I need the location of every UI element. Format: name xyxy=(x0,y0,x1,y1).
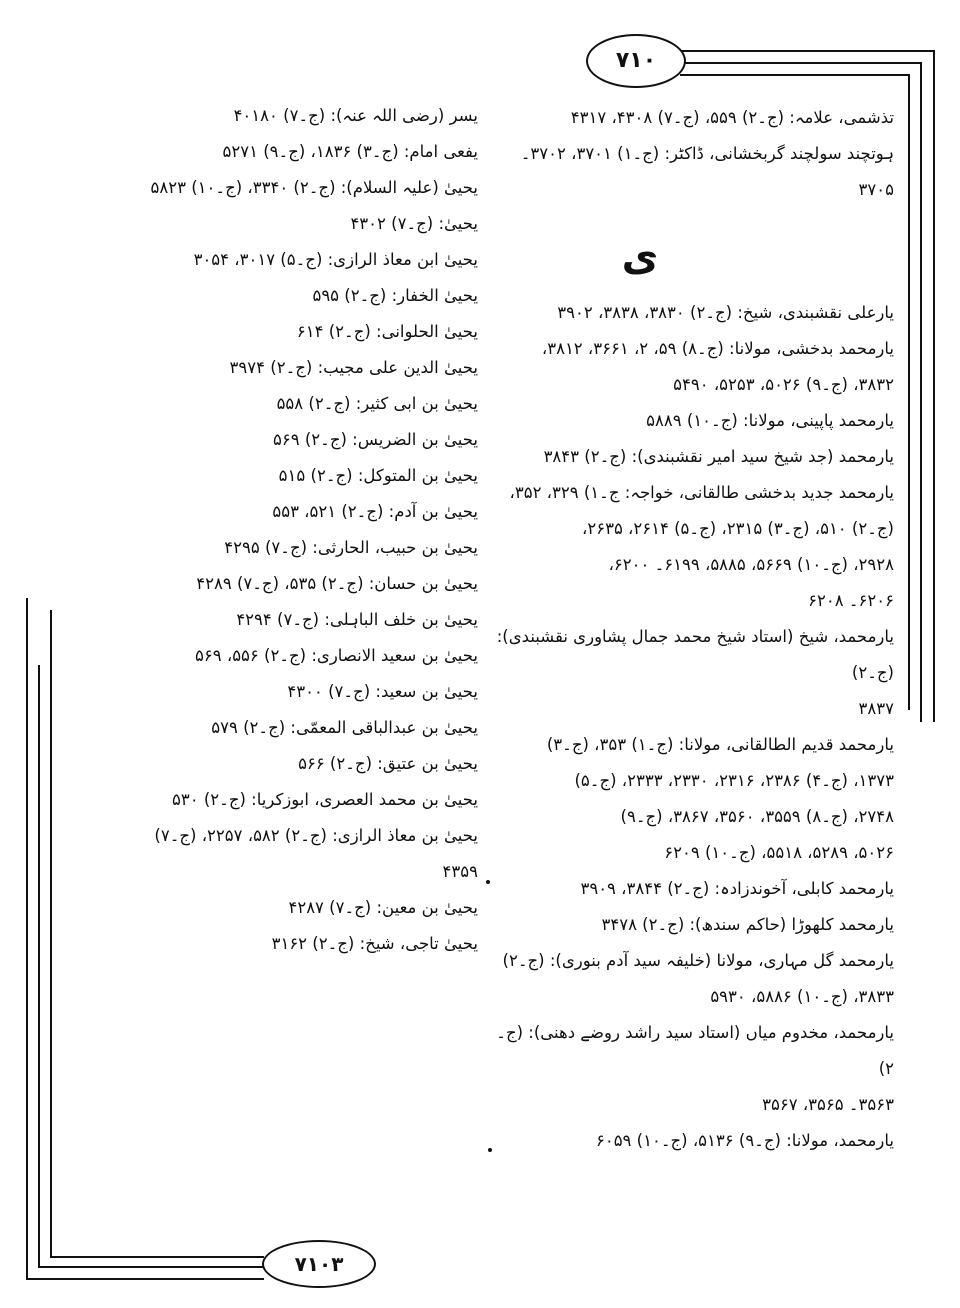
bottom-page-number-oval xyxy=(262,1240,376,1288)
top-page-number: ۷۱۰ xyxy=(615,48,657,73)
list-item: یارمحمد (جد شیخ سید امیر نقشبندی): (ج۔۲) ۳۸۴۳ xyxy=(543,447,894,466)
list-item: یارمحمد کلھوڑا (حاکم سندھ): (ج۔۲) ۳۴۷۸ xyxy=(601,915,894,934)
list-item: یحییٰ الخفار: (ج۔۲) ۵۹۵ xyxy=(312,286,478,305)
list-item: یسر (رضی اللہ عنہ): (ج۔۷) ۴۰۱۸۰ xyxy=(233,106,478,125)
frame-right-line-outer xyxy=(933,50,935,722)
list-item: یحییٰ (علیہ السلام): (ج۔۲) ۳۳۴۰، (ج۔۱۰) ۵۸۲۳ xyxy=(150,178,478,197)
list-item: ۶۲۰۶۔ ۶۲۰۸ xyxy=(808,591,894,610)
frame-left-line-inner xyxy=(38,665,40,1268)
list-item: یحییٰ بن ابی کثیر: (ج۔۲) ۵۵۸ xyxy=(276,394,478,413)
list-item: ۳۸۳۷ xyxy=(858,699,894,718)
list-item: یارمحمد کابلی، آخوندزادہ: (ج۔۲) ۳۸۴۴، ۳۹۰۹ xyxy=(580,879,894,898)
list-item: یحییٰ بن خلف الباہلی: (ج۔۷) ۴۲۹۴ xyxy=(236,610,478,629)
right-column-entries xyxy=(494,295,894,1159)
list-item: ۴۳۵۹ xyxy=(442,862,478,881)
frame-bottom-line-third xyxy=(50,1256,264,1258)
frame-top-line-inner xyxy=(680,62,922,64)
list-item: یحییٰ الدین علی مجیب: (ج۔۲) ۳۹۷۴ xyxy=(229,358,478,377)
list-item: یارمحمد، مولانا: (ج۔۹) ۵۱۳۶، (ج۔۱۰) ۶۰۵۹ xyxy=(595,1131,894,1150)
list-item: ۵۰۲۶، ۵۲۸۹، ۵۵۱۸، (ج۔۱۰) ۶۲۰۹ xyxy=(664,843,894,862)
list-item: یحییٰ بن عتیق: (ج۔۲) ۵۶۶ xyxy=(298,754,478,773)
frame-top-line-outer xyxy=(680,50,935,52)
right-column xyxy=(494,100,894,208)
list-item: یحییٰ بن سعید: (ج۔۷) ۴۳۰۰ xyxy=(287,682,478,701)
list-item: ۳۸۳۲، (ج۔۹) ۵۰۲۶، ۵۲۵۳، ۵۴۹۰ xyxy=(673,375,894,394)
list-item: یحییٰ ابن معاذ الرازی: (ج۔۵) ۳۰۱۷، ۳۰۵۴ xyxy=(193,250,478,269)
frame-top-line-third xyxy=(680,74,910,76)
bottom-page-number: ۷۱۰۳ xyxy=(294,1252,344,1276)
list-item: ۳۵۶۳۔ ۳۵۶۵، ۳۵۶۷ xyxy=(762,1095,894,1114)
frame-bottom-line-inner xyxy=(38,1266,264,1268)
list-item: یارمحمد قدیم الطالقانی، مولانا: (ج۔۱) ۳۵۳، (ج۔۳) xyxy=(546,735,894,754)
list-item: یارمحمد گل مہاری، مولانا (خلیفہ سید آدم بنوری): (ج۔۲) xyxy=(502,951,894,970)
list-item: ۲۷۴۸، (ج۔۸) ۳۵۵۹، ۳۵۶۰، ۳۸۶۷، (ج۔۹) xyxy=(620,807,894,826)
frame-left-line-third xyxy=(50,610,52,1258)
list-item: تذشمی، علامہ: (ج۔۲) ۵۵۹، (ج۔۷) ۴۳۰۸، ۴۳۱۷ xyxy=(570,108,894,127)
section-letter: ی xyxy=(621,234,659,280)
section-letter-heading xyxy=(600,232,680,282)
list-item: یحییٰ بن آدم: (ج۔۲) ۵۲۱، ۵۵۳ xyxy=(272,502,478,521)
frame-right-line-inner xyxy=(920,62,922,722)
list-item: یحییٰ بن معین: (ج۔۷) ۴۲۸۷ xyxy=(288,898,478,917)
list-item: ۳۸۳۳، (ج۔۱۰) ۵۸۸۶، ۵۹۳۰ xyxy=(710,987,894,1006)
list-item: یارمحمد جدید بدخشی طالقانی، خواجہ: ج۔۱) ۳۲۹، ۳۵۲، xyxy=(509,483,894,502)
list-item: ہوتچند سولچند گربخشانی، ڈاکٹر: (ج۔۱) ۳۷۰۱، ۳۷۰۲۔ xyxy=(520,144,894,163)
list-item: یارمحمد پاپینی، مولانا: (ج۔۱۰) ۵۸۸۹ xyxy=(646,411,894,430)
list-item: یحییٰ بن الضریس: (ج۔۲) ۵۶۹ xyxy=(273,430,478,449)
list-item: یحییٰ بن عبدالباقی المعمّی: (ج۔۲) ۵۷۹ xyxy=(211,718,478,737)
list-item: ۳۷۰۵ xyxy=(858,180,894,199)
list-item: یحییٰ بن محمد العصری، ابوزکریا: (ج۔۲) ۵۳۰ xyxy=(172,790,478,809)
frame-right-line-third xyxy=(908,74,910,710)
list-item: یحییٰ بن سعید الانصاری: (ج۔۲) ۵۵۶، ۵۶۹ xyxy=(195,646,478,665)
list-item: یارمحمد، مخدوم میاں (استاد سید راشد روضے دھنی): (ج۔۲) xyxy=(496,1023,894,1078)
list-item: یحییٰ الحلوانی: (ج۔۲) ۶۱۴ xyxy=(296,322,478,341)
list-item: (ج۔۲) ۵۱۰، (ج۔۳) ۲۳۱۵، (ج۔۵) ۲۶۱۴، ۲۶۳۵، xyxy=(582,519,894,538)
top-page-number-oval xyxy=(586,34,686,88)
list-item: یفعی امام: (ج۔۳) ۱۸۳۶، (ج۔۹) ۵۲۷۱ xyxy=(222,142,478,161)
scan-speck xyxy=(486,880,490,884)
list-item: یحییٰ: (ج۔۷) ۴۳۰۲ xyxy=(350,214,478,233)
list-item: یارعلی نقشبندی، شیخ: (ج۔۲) ۳۸۳۰، ۳۸۳۸، ۳۹۰۲ xyxy=(557,303,894,322)
list-item: یحییٰ بن حبیب، الحارثی: (ج۔۷) ۴۲۹۵ xyxy=(224,538,478,557)
frame-left-line-outer xyxy=(26,598,28,1280)
list-item: یحییٰ تاجی، شیخ: (ج۔۲) ۳۱۶۲ xyxy=(271,934,478,953)
list-item: ۱۳۷۳، (ج۔۴) ۲۳۸۶، ۲۳۱۶، ۲۳۳۰، ۲۳۳۳، (ج۔۵) xyxy=(574,771,894,790)
frame-bottom-line-outer xyxy=(26,1278,264,1280)
list-item: یارمحمد، شیخ (استاد شیخ محمد جمال پشاوری نقشبندی): (ج۔۲) xyxy=(496,627,894,682)
list-item: یحییٰ بن المتوکل: (ج۔۲) ۵۱۵ xyxy=(278,466,478,485)
list-item: ۲۹۲۸، (ج۔۱۰) ۵۶۶۹، ۵۸۸۵، ۶۱۹۹۔ ۶۲۰۰، xyxy=(608,555,894,574)
list-item: یارمحمد بدخشی، مولانا: (ج۔۸) ۵۹، ۲، ۳۶۶۱، ۳۸۱۲، xyxy=(541,339,894,358)
scan-speck xyxy=(488,1148,492,1152)
list-item: یحییٰ بن حسان: (ج۔۲) ۵۳۵، (ج۔۷) ۴۲۸۹ xyxy=(196,574,478,593)
left-column xyxy=(100,98,478,962)
list-item: یحییٰ بن معاذ الرازی: (ج۔۲) ۵۸۲، ۲۲۵۷، (ج۔۷) xyxy=(154,826,478,845)
